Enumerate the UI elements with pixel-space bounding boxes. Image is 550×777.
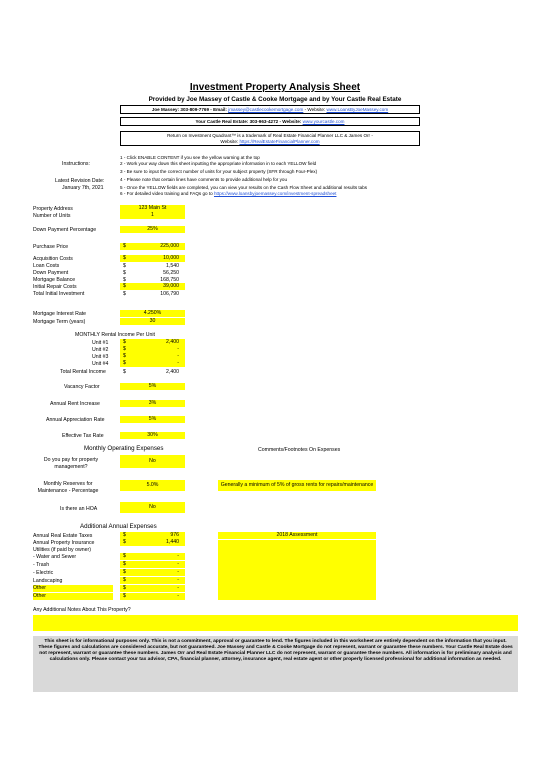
electric-label: - Electric bbox=[33, 570, 54, 576]
instruction-item: 3 - Be sure to input the correct number of units for your subject property (SFR through Four-Plex) bbox=[120, 169, 318, 174]
joe-email-link[interactable]: jmassey@castlecookemortgage.com bbox=[228, 107, 304, 112]
instruction-item: 6 - For detailed video training and FAQs go to bbox=[120, 191, 214, 196]
interest-rate-label: Mortgage Interest Rate bbox=[33, 311, 87, 317]
number-of-units-label: Number of Units bbox=[33, 213, 71, 219]
property-management-input[interactable]: No bbox=[120, 455, 185, 468]
disclaimer-box bbox=[33, 636, 518, 692]
property-insurance-input[interactable]: $ 1,440 bbox=[120, 539, 185, 546]
purchase-price-label: Purchase Price bbox=[33, 244, 69, 250]
mortgage-term-input[interactable]: 30 bbox=[120, 318, 185, 325]
contact-joe-text: Joe Massey: 303-809-7769 - Email: bbox=[151, 107, 229, 112]
instruction-item: 2 - Work your way down this sheet inputting the appropriate information in to each YELLOW field bbox=[120, 161, 317, 166]
other-2-label-input[interactable]: Other bbox=[33, 593, 113, 600]
mortgage-term-label: Mortgage Term (years) bbox=[33, 319, 86, 325]
property-address-label: Property Address bbox=[33, 206, 73, 212]
landscaping-input[interactable]: $ - bbox=[120, 577, 185, 584]
page-subtitle: Provided by Joe Massey of Castle & Cooke Mortgage and by Your Castle Real Estate bbox=[148, 96, 402, 103]
castle-website-link[interactable]: www.yourcastle.com bbox=[302, 119, 345, 124]
disclaimer-text: This sheet is for informational purposes only. This is not a commitment, approval or guarantee to lend. The figures included in this worksheet are entirely dependent on the information that you input. These figures and calculations are considered accurate, but not guaranteed. Joe Massey and Castle & Cooke Mortgage do not represent, warrant or guarantee these numbers. Your Castle Real Estate does not represent, warrant or guarantee these numbers. James Orr and Real Estate Financial Planner LLC do not represent, warrant or guarantee these numbers. All information is for preliminary analysis and calculations only. Please contact your tax advisor, CPA, financial planner, attorney, insurance agent, real estate agent or other properly licensed professional for additional information as needed. bbox=[38, 639, 513, 662]
electric-input[interactable]: $ - bbox=[120, 569, 185, 576]
unit-4-rent-input[interactable]: $ - bbox=[120, 360, 185, 367]
hoa-label: Is there an HOA bbox=[60, 506, 98, 512]
total-rental-income-label: Total Rental Income bbox=[60, 369, 106, 375]
rental-income-heading: MONTHLY Rental Income Per Unit bbox=[75, 332, 155, 338]
hoa-input[interactable]: No bbox=[120, 502, 185, 513]
annual-expenses-heading: Additional Annual Expenses bbox=[80, 523, 157, 530]
quadrant-trademark-box bbox=[120, 131, 420, 146]
latest-revision-label: Latest Revision Date: bbox=[55, 178, 105, 184]
comments-heading: Comments/Footnotes On Expenses bbox=[258, 447, 341, 453]
maintenance-reserve-input[interactable]: 5.0% bbox=[120, 480, 185, 491]
initial-repair-costs-label: Initial Repair Costs bbox=[33, 284, 77, 290]
vacancy-factor-input[interactable]: 5% bbox=[120, 383, 185, 390]
other-2-input[interactable]: $ - bbox=[120, 593, 185, 600]
annual-expenses-comments-area[interactable] bbox=[218, 540, 376, 600]
acquisition-costs-label: Acquisition Costs bbox=[33, 256, 73, 262]
unit-4-label: Unit #4 bbox=[92, 361, 109, 367]
contact-castle-box bbox=[120, 117, 420, 126]
instruction-item: 5 - Once the YELLOW fields are completed, you can view your results on the Cash Flow Sheet and additional results tabs bbox=[120, 185, 368, 190]
unit-1-label: Unit #1 bbox=[92, 340, 109, 346]
down-payment-pct-label: Down Payment Percentage bbox=[33, 227, 97, 233]
property-management-label: Do you pay for property management? bbox=[43, 457, 99, 470]
property-address-input[interactable]: 123 Main St bbox=[120, 205, 185, 212]
quadrant-site-label: Website: bbox=[220, 139, 240, 144]
quadrant-website-link[interactable]: https://RealEstateFinancialPlanner.com bbox=[239, 139, 320, 144]
water-sewer-label: - Water and Sewer bbox=[33, 554, 77, 560]
water-sewer-input[interactable]: $ - bbox=[120, 553, 185, 560]
financials-block: Purchase Price $ 225,000 Acquisition Costs $ 10,000 Loan Costs $ 1,540 Down Payment $ 56,250 Mortgage Balance $ 168,750 Initial Repair Costs $ 39,000 Total Initial Investment $ 106,790 bbox=[0, 244, 550, 304]
down-payment-pct-input[interactable]: 25% bbox=[120, 226, 185, 233]
instructions-label: Instructions: bbox=[62, 161, 90, 167]
notes-input[interactable] bbox=[33, 615, 518, 631]
total-initial-investment-label: Total Initial Investment bbox=[33, 291, 85, 297]
monthly-expenses-heading: Monthly Operating Expenses bbox=[84, 445, 164, 452]
instruction-item: 1 - Click ENABLE CONTENT if you see the yellow warning at the top bbox=[120, 155, 260, 160]
effective-tax-rate-label: Effective Tax Rate bbox=[62, 433, 104, 439]
maintenance-reserve-comment[interactable]: Generally a minimum of 5% of gross rents for repairs/maintenance bbox=[218, 480, 376, 491]
number-of-units-input[interactable]: 1 bbox=[120, 212, 185, 219]
down-payment-label: Down Payment bbox=[33, 270, 69, 276]
other-1-label-input[interactable]: Other bbox=[33, 585, 113, 592]
initial-repair-costs-input[interactable]: $ 39,000 bbox=[120, 283, 185, 290]
re-taxes-comment[interactable]: 2018 Assessment bbox=[218, 532, 376, 539]
vacancy-factor-label: Vacancy Factor bbox=[64, 384, 100, 390]
property-insurance-label: Annual Property Insurance bbox=[33, 540, 95, 546]
interest-rate-input[interactable]: 4.250% bbox=[120, 310, 185, 317]
landscaping-label: Landscaping bbox=[33, 578, 63, 584]
acquisition-costs-input[interactable]: $ 10,000 bbox=[120, 255, 185, 262]
re-taxes-input[interactable]: $ 976 bbox=[120, 532, 185, 539]
trash-input[interactable]: $ - bbox=[120, 561, 185, 568]
annual-rent-increase-input[interactable]: 3% bbox=[120, 400, 185, 407]
effective-tax-rate-input[interactable]: 30% bbox=[120, 432, 185, 439]
trash-label: - Trash bbox=[33, 562, 50, 568]
appreciation-rate-label: Annual Appreciation Rate bbox=[46, 417, 105, 423]
training-link[interactable]: https://www.loansbyjoemassey.com/investment-spreadsheet bbox=[213, 191, 337, 196]
latest-revision-date: January 7th, 2021 bbox=[62, 185, 104, 191]
notes-label: Any Additional Notes About This Property? bbox=[33, 607, 131, 613]
loan-costs-label: Loan Costs bbox=[33, 263, 60, 269]
quadrant-line1: Return on Investment Quadrant™ is a trademark of Real Estate Financial Planner LLC & James Orr - bbox=[167, 133, 373, 138]
unit-3-rent-input[interactable]: $ - bbox=[120, 353, 185, 360]
purchase-price-input[interactable]: $ 225,000 bbox=[120, 243, 185, 250]
unit-2-label: Unit #2 bbox=[92, 347, 109, 353]
appreciation-rate-input[interactable]: 5% bbox=[120, 416, 185, 423]
annual-rent-increase-label: Annual Rent Increase bbox=[50, 401, 100, 407]
maintenance-reserve-label: Monthly Reserves for Maintenance - Percentage bbox=[37, 481, 99, 494]
contact-joe-site-label: - Website: bbox=[303, 107, 327, 112]
unit-3-label: Unit #3 bbox=[92, 354, 109, 360]
page-title: Investment Property Analysis Sheet bbox=[189, 82, 361, 93]
joe-website-link[interactable]: www.LoansByJoeMassey.com bbox=[326, 107, 389, 112]
unit-1-rent-input[interactable]: $ 2,400 bbox=[120, 339, 185, 346]
utilities-label: Utilities (if paid by owner) bbox=[33, 547, 91, 553]
mortgage-balance-label: Mortgage Balance bbox=[33, 277, 76, 283]
instruction-item: 4 - Please note that certain lines have comments to provide additional help for you bbox=[120, 177, 288, 182]
other-1-input[interactable]: $ - bbox=[120, 585, 185, 592]
re-taxes-label: Annual Real Estate Taxes bbox=[33, 533, 93, 539]
contact-joe-box bbox=[120, 105, 420, 114]
contact-castle-text: Your Castle Real Estate: 303-963-4272 - Website: bbox=[195, 119, 303, 124]
unit-2-rent-input[interactable]: $ - bbox=[120, 346, 185, 353]
